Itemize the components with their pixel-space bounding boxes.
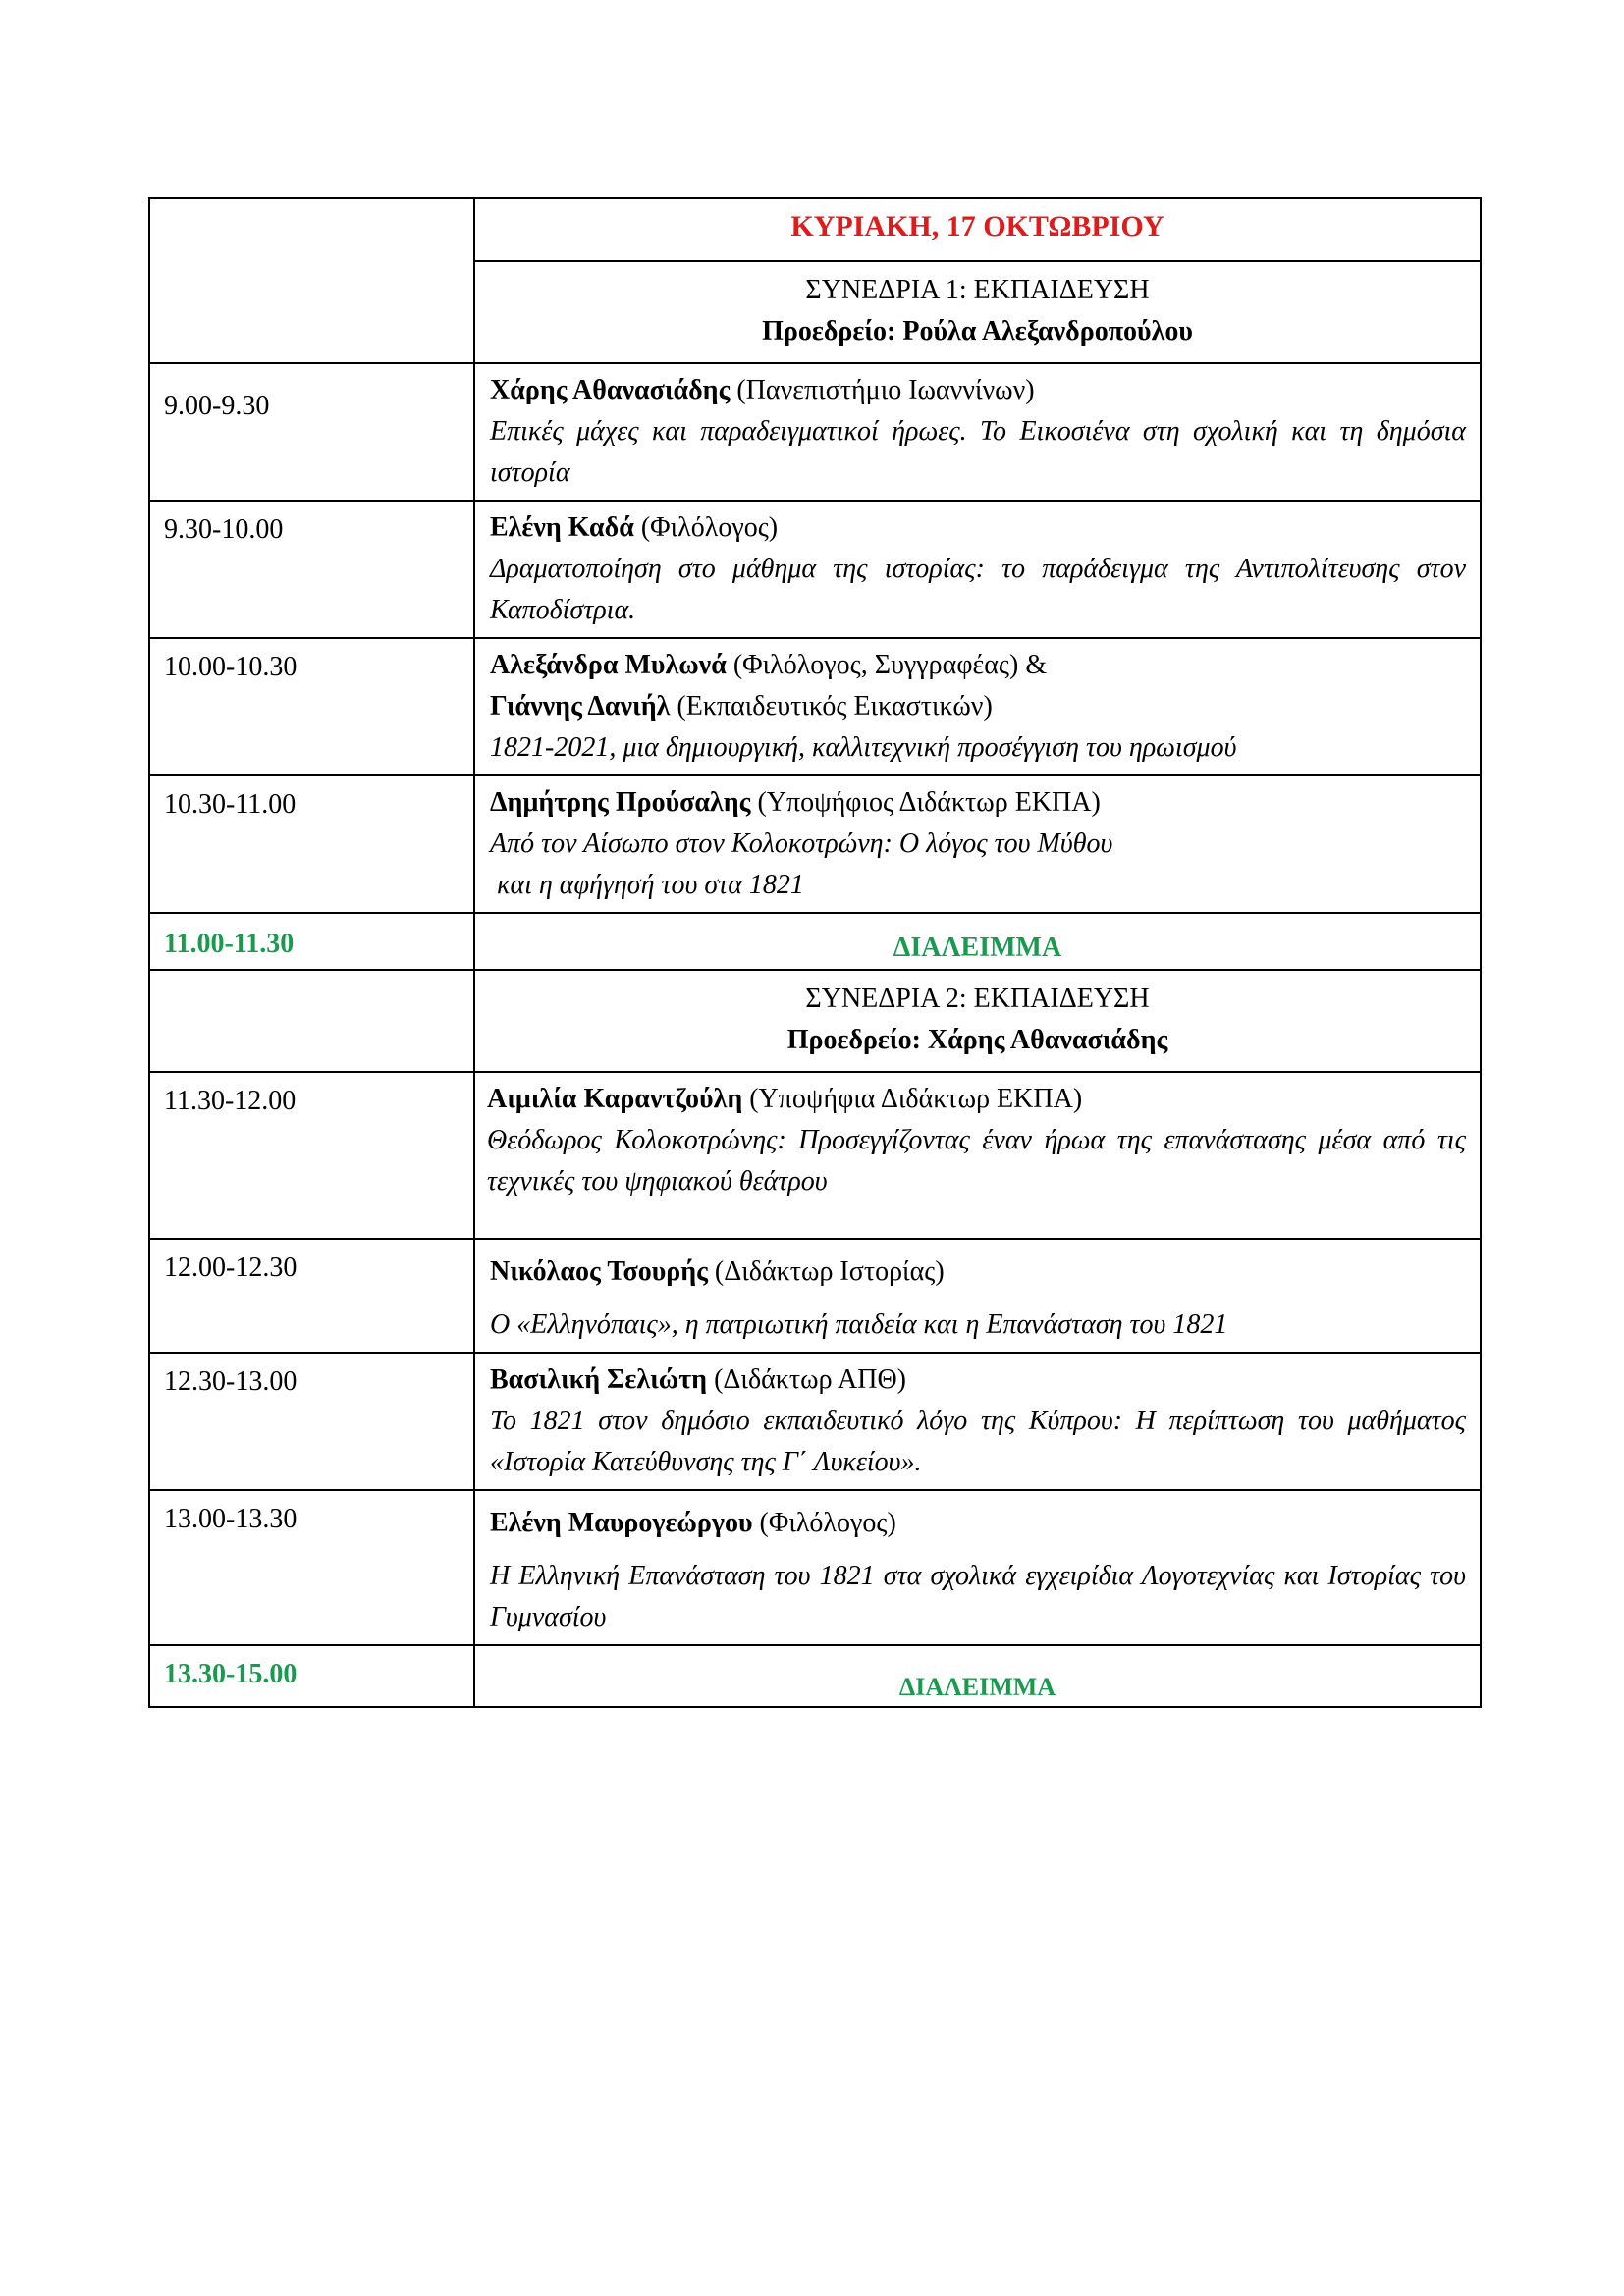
talk-time: 13.00-13.30	[149, 1490, 474, 1645]
speaker-affiliation: (Διδάκτωρ Ιστορίας)	[707, 1256, 945, 1287]
speaker-name: Αλεξάνδρα Μυλωνά	[490, 650, 727, 680]
speaker-affiliation: (Φιλόλογος, Συγγραφέας) &	[726, 650, 1048, 680]
talk-content	[474, 775, 1481, 913]
day-header: ΚΥΡΙΑΚΗ, 17 ΟΚΤΩΒΡΙΟΥ	[790, 210, 1164, 242]
speaker-affiliation: (Πανεπιστήμιο Ιωαννίνων)	[730, 375, 1035, 405]
talk-row	[149, 1239, 1481, 1353]
session2-header-cell	[474, 970, 1481, 1072]
talk-time: 11.30-12.00	[149, 1072, 474, 1239]
talk-content	[474, 1353, 1481, 1490]
session2-header-row	[149, 970, 1481, 1072]
empty-time-cell	[149, 198, 474, 363]
talk-speaker-line	[490, 782, 1480, 824]
talk-row	[149, 1353, 1481, 1490]
break-row	[149, 913, 1481, 970]
talk-content	[474, 1490, 1481, 1645]
talk-row	[149, 1490, 1481, 1645]
talk-row	[149, 775, 1481, 913]
talk-speaker-line	[490, 645, 1480, 686]
conference-program-table	[148, 197, 1482, 1708]
talk-time: 9.00-9.30	[149, 363, 474, 501]
talk-content	[474, 1072, 1481, 1239]
talk-title: 1821-2021, μια δημιουργική, καλλιτεχνική προσέγγιση του ηρωισμού	[490, 732, 1237, 763]
day-header-row	[149, 198, 1481, 261]
speaker-name: Χάρης Αθανασιάδης	[490, 375, 731, 405]
break-time: 13.30-15.00	[149, 1645, 474, 1707]
break-cell	[474, 1645, 1481, 1707]
talk-title: Η Ελληνική Επανάσταση του 1821 στα σχολικά εγχειρίδια Λογοτεχνίας και Ιστορίας του Γυμνασίου	[490, 1561, 1466, 1632]
talk-title: Θεόδωρος Κολοκοτρώνης: Προσεγγίζοντας έναν ήρωα της επανάστασης μέσα από τις τεχνικές του ψηφιακού θεάτρου	[487, 1125, 1466, 1197]
talk-row	[149, 501, 1481, 638]
talk-time: 10.00-10.30	[149, 638, 474, 775]
session2-title: ΣΥΝΕΔΡΙΑ 2: ΕΚΠΑΙΔΕΥΣΗ	[805, 984, 1150, 1014]
talk-title: Επικές μάχες και παραδειγματικοί ήρωες. Το Εικοσιένα στη σχολική και τη δημόσια ιστορία	[490, 416, 1466, 488]
speaker-name: Ελένη Καδά	[490, 512, 634, 543]
speaker-affiliation: (Υποψήφια Διδάκτωρ ΕΚΠΑ)	[742, 1084, 1083, 1114]
session1-title: ΣΥΝΕΔΡΙΑ 1: ΕΚΠΑΙΔΕΥΣΗ	[805, 275, 1150, 305]
talk-row	[149, 1072, 1481, 1239]
talk-speaker2-line	[490, 686, 1480, 727]
talk-speaker-line	[490, 507, 1480, 549]
talk-speaker-line	[487, 1079, 1480, 1120]
talk-content	[474, 1239, 1481, 1353]
talk-speaker-line	[490, 1503, 1480, 1544]
talk-content	[474, 363, 1481, 501]
talk-time: 10.30-11.00	[149, 775, 474, 913]
break-label: ΔΙΑΛΕΙΜΜΑ	[893, 933, 1062, 963]
talk-title: Δραματοποίηση στο μάθημα της ιστορίας: το παράδειγμα της Αντιπολίτευσης στον Καποδίστρια.	[490, 554, 1466, 625]
break-label: ΔΙΑΛΕΙΜΜΑ	[898, 1673, 1056, 1701]
speaker-name: Ελένη Μαυρογεώργου	[490, 1508, 753, 1538]
break-row	[149, 1645, 1481, 1707]
talk-time: 12.00-12.30	[149, 1239, 474, 1353]
speaker-name: Βασιλική Σελιώτη	[490, 1364, 708, 1395]
speaker-name: Δημήτρης Προύσαλης	[490, 787, 751, 818]
speaker2-affiliation: (Εκπαιδευτικός Εικαστικών)	[670, 691, 993, 721]
talk-time: 12.30-13.00	[149, 1353, 474, 1490]
speaker-affiliation: (Φιλόλογος)	[752, 1508, 896, 1538]
speaker-name: Νικόλαος Τσουρής	[490, 1256, 708, 1287]
speaker-affiliation: (Διδάκτωρ ΑΠΘ)	[707, 1364, 907, 1395]
talk-speaker-line	[490, 1360, 1480, 1401]
talk-row	[149, 363, 1481, 501]
talk-content	[474, 638, 1481, 775]
speaker-affiliation: (Υποψήφιος Διδάκτωρ ΕΚΠΑ)	[750, 787, 1101, 818]
talk-time: 9.30-10.00	[149, 501, 474, 638]
talk-content	[474, 501, 1481, 638]
talk-speaker-line	[490, 370, 1480, 411]
talk-title-line2: και η αφήγησή του στα 1821	[490, 870, 804, 900]
speaker-affiliation: (Φιλόλογος)	[633, 512, 779, 543]
talk-speaker-line	[490, 1252, 1480, 1293]
talk-title: Το 1821 στον δημόσιο εκπαιδευτικό λόγο της Κύπρου: Η περίπτωση του μαθήματος «Ιστορία Κατεύθυνσης της Γ΄ Λυκείου».	[490, 1406, 1466, 1477]
session2-chair: Προεδρείο: Χάρης Αθανασιάδης	[786, 1025, 1168, 1055]
talk-row	[149, 638, 1481, 775]
day-header-cell	[474, 198, 1481, 261]
break-cell	[474, 913, 1481, 970]
talk-title: Ο «Ελληνόπαις», η πατριωτική παιδεία και η Επανάσταση του 1821	[490, 1309, 1228, 1340]
speaker2-name: Γιάννης Δανιήλ	[490, 691, 671, 721]
speaker-name: Αιμιλία Καραντζούλη	[487, 1084, 743, 1114]
session1-header-cell	[474, 261, 1481, 363]
break-time: 11.00-11.30	[149, 913, 474, 970]
empty-time-cell	[149, 970, 474, 1072]
talk-title-line1: Από τον Αίσωπο στον Κολοκοτρώνη: Ο λόγος του Μύθου	[490, 828, 1113, 859]
session1-chair: Προεδρείο: Ρούλα Αλεξανδροπούλου	[762, 316, 1193, 347]
